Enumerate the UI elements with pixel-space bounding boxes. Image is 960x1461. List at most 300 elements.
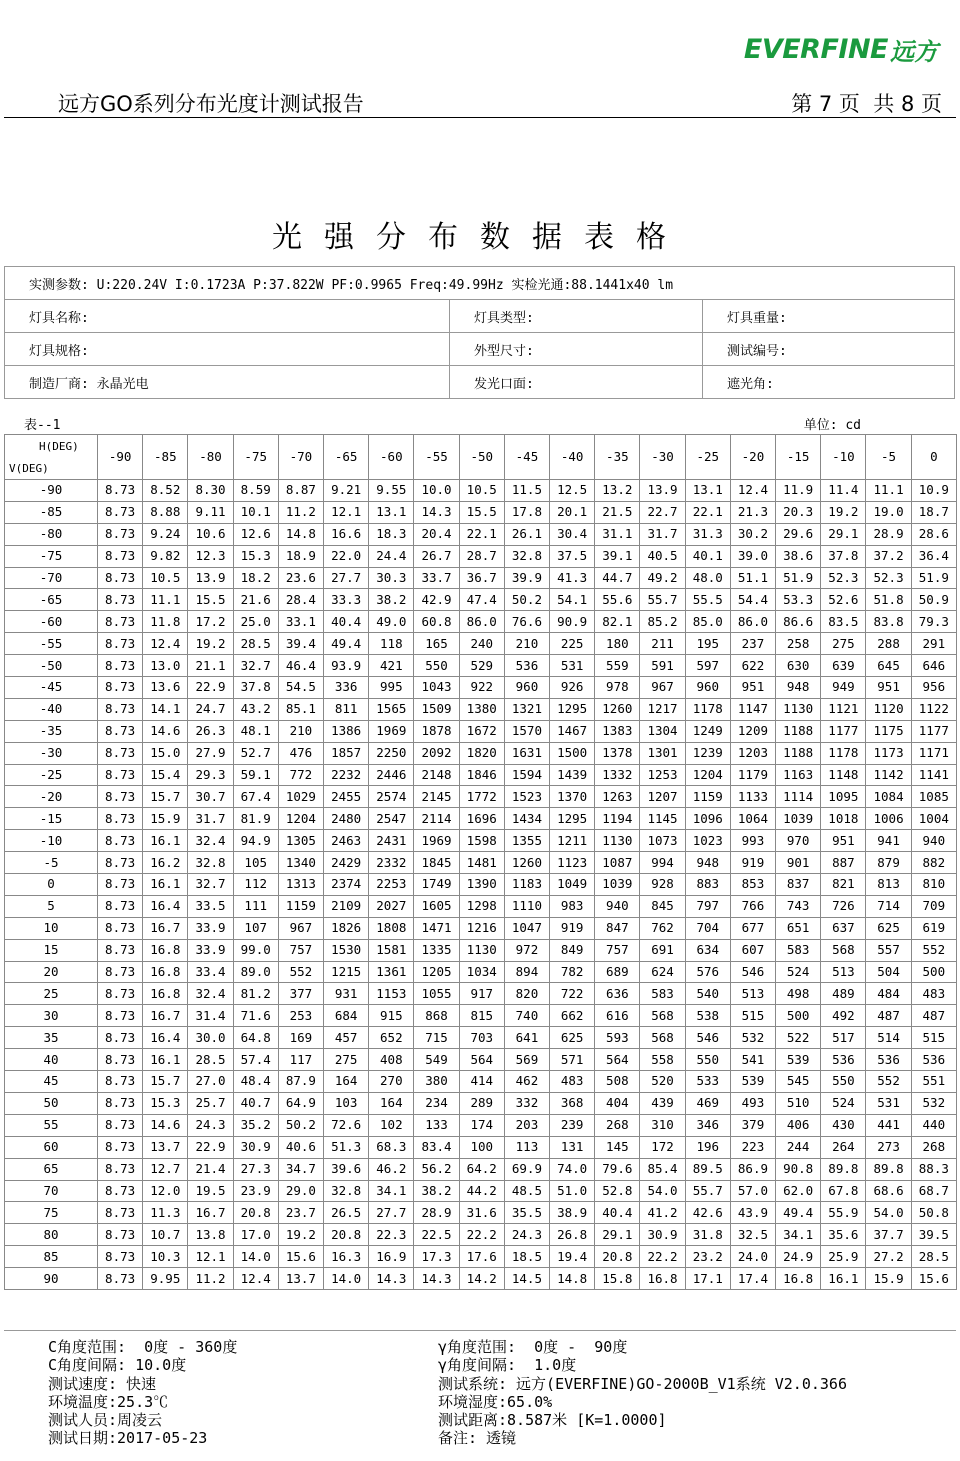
table-cell: 25.9 (821, 1246, 866, 1268)
page-indicator: 第 7 页 共 8 页 (791, 92, 942, 116)
table-cell: 625 (550, 1027, 595, 1049)
table-cell: 2145 (414, 786, 459, 808)
table-cell: 12.0 (143, 1180, 188, 1202)
table-cell: 268 (595, 1114, 640, 1136)
table-cell: 81.9 (233, 808, 278, 830)
row-header: 10 (5, 917, 98, 939)
table-cell: 1049 (550, 874, 595, 896)
table-cell: 56.2 (414, 1158, 459, 1180)
table-cell: 48.1 (233, 720, 278, 742)
table-cell: 558 (640, 1049, 685, 1071)
table-cell: 1179 (730, 764, 775, 786)
table-cell: 32.8 (324, 1180, 369, 1202)
table-cell: 8.73 (98, 1136, 143, 1158)
emitting-face: 发光口面: (450, 366, 703, 399)
table-cell: 23.6 (278, 567, 323, 589)
table-cell: 476 (278, 742, 323, 764)
table-cell: 8.73 (98, 808, 143, 830)
table-cell: 513 (730, 983, 775, 1005)
table-cell: 51.1 (730, 567, 775, 589)
table-cell: 18.9 (278, 545, 323, 567)
table-cell: 439 (640, 1092, 685, 1114)
table-cell: 379 (730, 1114, 775, 1136)
table-cell: 743 (776, 895, 821, 917)
table-cell: 8.73 (98, 742, 143, 764)
table-cell: 1390 (459, 874, 504, 896)
table-cell: 583 (640, 983, 685, 1005)
table-cell: 31.7 (640, 523, 685, 545)
table-cell: 37.7 (866, 1224, 911, 1246)
column-header: -45 (504, 435, 549, 480)
table-cell: 703 (459, 1027, 504, 1049)
table-cell: 39.0 (730, 545, 775, 567)
table-cell: 18.3 (369, 523, 414, 545)
row-header: 75 (5, 1202, 98, 1224)
table-cell: 50.2 (504, 589, 549, 611)
table-row (5, 1180, 957, 1202)
table-cell: 782 (550, 961, 595, 983)
table-cell: 762 (640, 917, 685, 939)
table-cell: 546 (685, 1027, 730, 1049)
table-cell: 54.1 (550, 589, 595, 611)
table-cell: 20.1 (550, 501, 595, 523)
table-cell: 12.7 (143, 1158, 188, 1180)
table-cell: 14.0 (324, 1268, 369, 1290)
corner-cell (5, 435, 98, 480)
column-header: -20 (730, 435, 775, 480)
table-cell: 2374 (324, 874, 369, 896)
table-cell: 1304 (640, 720, 685, 742)
table-cell: 550 (685, 1049, 730, 1071)
table-cell: 42.6 (685, 1202, 730, 1224)
table-cell: 557 (866, 939, 911, 961)
table-cell: 469 (685, 1092, 730, 1114)
table-cell: 677 (730, 917, 775, 939)
table-cell: 630 (776, 655, 821, 677)
table-cell: 8.73 (98, 1092, 143, 1114)
table-cell: 1260 (504, 852, 549, 874)
info-table (4, 266, 955, 399)
everfine-logo (744, 32, 938, 67)
table-cell: 196 (685, 1136, 730, 1158)
table-cell: 901 (776, 852, 821, 874)
table-cell: 55.5 (685, 589, 730, 611)
table-cell: 48.4 (233, 1071, 278, 1093)
table-cell: 40.6 (278, 1136, 323, 1158)
table-cell: 16.8 (640, 1268, 685, 1290)
table-cell: 195 (685, 633, 730, 655)
table-cell: 89.8 (866, 1158, 911, 1180)
table-cell: 33.3 (324, 589, 369, 611)
table-cell: 1188 (776, 742, 821, 764)
table-cell: 37.8 (233, 677, 278, 699)
table-cell: 1047 (504, 917, 549, 939)
row-header: 5 (5, 895, 98, 917)
table-cell: 332 (504, 1092, 549, 1114)
table-cell: 1298 (459, 895, 504, 917)
lamp-weight: 灯具重量: (703, 300, 955, 333)
table-cell: 1130 (595, 830, 640, 852)
table-cell: 457 (324, 1027, 369, 1049)
table-cell: 275 (821, 633, 866, 655)
table-cell: 12.1 (324, 501, 369, 523)
table-cell: 757 (278, 939, 323, 961)
table-cell: 85.0 (685, 611, 730, 633)
document-title: 光强分布数据表格 (272, 220, 688, 255)
table-cell: 22.7 (640, 501, 685, 523)
table-cell: 24.9 (776, 1246, 821, 1268)
table-cell: 1039 (595, 874, 640, 896)
table-cell: 29.1 (821, 523, 866, 545)
table-cell: 288 (866, 633, 911, 655)
table-cell: 34.7 (278, 1158, 323, 1180)
table-cell: 919 (730, 852, 775, 874)
table-cell: 210 (278, 720, 323, 742)
table-cell: 49.4 (324, 633, 369, 655)
test-number: 测试编号: (703, 333, 955, 366)
row-header: -5 (5, 852, 98, 874)
table-cell: 94.9 (233, 830, 278, 852)
table-cell: 684 (324, 1005, 369, 1027)
table-cell: 956 (911, 677, 956, 699)
table-cell: 31.7 (188, 808, 233, 830)
table-cell: 239 (550, 1114, 595, 1136)
table-cell: 1826 (324, 917, 369, 939)
table-cell: 1171 (911, 742, 956, 764)
table-cell: 1295 (550, 698, 595, 720)
table-cell: 52.6 (821, 589, 866, 611)
table-cell: 1018 (821, 808, 866, 830)
table-cell: 8.73 (98, 895, 143, 917)
table-cell: 164 (369, 1092, 414, 1114)
footer-line: 测试系统: 远方(EVERFINE)GO-2000B_V1系统 V2.0.366 (438, 1374, 847, 1393)
row-header: -80 (5, 523, 98, 545)
table-cell: 552 (911, 939, 956, 961)
row-header: 30 (5, 1005, 98, 1027)
table-cell: 29.0 (278, 1180, 323, 1202)
table-cell: 1749 (414, 874, 459, 896)
table-cell: 9.11 (188, 501, 233, 523)
table-cell: 39.1 (595, 545, 640, 567)
table-cell: 165 (414, 633, 459, 655)
table-cell: 811 (324, 698, 369, 720)
table-cell: 8.73 (98, 1027, 143, 1049)
table-cell: 948 (685, 852, 730, 874)
table-cell: 83.5 (821, 611, 866, 633)
table-row (5, 1114, 957, 1136)
table-cell: 967 (640, 677, 685, 699)
table-row (5, 698, 957, 720)
table-cell: 8.73 (98, 1202, 143, 1224)
table-cell: 15.6 (278, 1246, 323, 1268)
table-cell: 26.8 (550, 1224, 595, 1246)
intensity-table (4, 434, 957, 1290)
table-cell: 30.2 (730, 523, 775, 545)
table-row (5, 742, 957, 764)
table-cell: 11.4 (821, 480, 866, 502)
table-cell: 55.6 (595, 589, 640, 611)
table-cell: 18.5 (504, 1246, 549, 1268)
table-cell: 89.5 (685, 1158, 730, 1180)
table-cell: 112 (233, 874, 278, 896)
table-cell: 24.3 (504, 1224, 549, 1246)
row-header: 60 (5, 1136, 98, 1158)
table-cell: 704 (685, 917, 730, 939)
table-cell: 17.3 (414, 1246, 459, 1268)
table-cell: 32.7 (188, 874, 233, 896)
table-cell: 951 (730, 677, 775, 699)
row-header: -30 (5, 742, 98, 764)
row-header: 15 (5, 939, 98, 961)
table-cell: 24.4 (369, 545, 414, 567)
table-cell: 16.8 (143, 939, 188, 961)
table-cell: 26.7 (414, 545, 459, 567)
table-cell: 20.8 (233, 1202, 278, 1224)
table-cell: 837 (776, 874, 821, 896)
table-cell: 89.0 (233, 961, 278, 983)
table-row (5, 523, 957, 545)
table-cell: 113 (504, 1136, 549, 1158)
table-cell: 14.2 (459, 1268, 504, 1290)
table-cell: 10.9 (911, 480, 956, 502)
table-cell: 552 (278, 961, 323, 983)
table-cell: 441 (866, 1114, 911, 1136)
table-cell: 1361 (369, 961, 414, 983)
table-cell: 368 (550, 1092, 595, 1114)
table-cell: 564 (595, 1049, 640, 1071)
row-header: 55 (5, 1114, 98, 1136)
table-cell: 845 (640, 895, 685, 917)
table-cell: 16.8 (776, 1268, 821, 1290)
table-cell: 1467 (550, 720, 595, 742)
table-cell: 16.7 (143, 1005, 188, 1027)
table-cell: 86.9 (730, 1158, 775, 1180)
table-cell: 17.0 (233, 1224, 278, 1246)
table-cell: 2431 (369, 830, 414, 852)
table-cell: 8.73 (98, 1158, 143, 1180)
table-cell: 32.8 (188, 852, 233, 874)
table-cell: 8.73 (98, 545, 143, 567)
table-cell: 67.8 (821, 1180, 866, 1202)
table-cell: 772 (278, 764, 323, 786)
table-cell: 67.4 (233, 786, 278, 808)
table-row (5, 874, 957, 896)
row-header: -90 (5, 480, 98, 502)
table-cell: 8.87 (278, 480, 323, 502)
table-cell: 1153 (369, 983, 414, 1005)
table-cell: 19.2 (188, 633, 233, 655)
table-cell: 17.1 (685, 1268, 730, 1290)
table-cell: 30.3 (369, 567, 414, 589)
table-cell: 568 (640, 1005, 685, 1027)
table-row (5, 1246, 957, 1268)
table-cell: 11.8 (143, 611, 188, 633)
manufacturer: 制造厂商: 永晶光电 (5, 366, 450, 399)
column-header: -75 (233, 435, 278, 480)
table-cell: 995 (369, 677, 414, 699)
table-cell: 11.1 (143, 589, 188, 611)
table-cell: 926 (550, 677, 595, 699)
table-cell: 24.7 (188, 698, 233, 720)
table-cell: 1205 (414, 961, 459, 983)
table-cell: 1087 (595, 852, 640, 874)
table-cell: 1471 (414, 917, 459, 939)
table-cell: 634 (685, 939, 730, 961)
table-cell: 1004 (911, 808, 956, 830)
table-cell: 40.4 (324, 611, 369, 633)
table-cell: 14.1 (143, 698, 188, 720)
table-row (5, 501, 957, 523)
table-cell: 515 (730, 1005, 775, 1027)
table-cell: 210 (504, 633, 549, 655)
column-header: -35 (595, 435, 640, 480)
table-row (5, 1005, 957, 1027)
table-cell: 336 (324, 677, 369, 699)
table-cell: 42.9 (414, 589, 459, 611)
table-cell: 55.9 (821, 1202, 866, 1224)
row-header: -55 (5, 633, 98, 655)
table-cell: 47.4 (459, 589, 504, 611)
row-header: -20 (5, 786, 98, 808)
table-cell: 1204 (278, 808, 323, 830)
table-cell: 994 (640, 852, 685, 874)
table-cell: 31.4 (188, 1005, 233, 1027)
table-cell: 2480 (324, 808, 369, 830)
table-cell: 894 (504, 961, 549, 983)
table-cell: 57.0 (730, 1180, 775, 1202)
table-cell: 99.0 (233, 939, 278, 961)
table-row (5, 720, 957, 742)
table-cell: 39.6 (324, 1158, 369, 1180)
column-header: -55 (414, 435, 459, 480)
table-cell: 1332 (595, 764, 640, 786)
table-cell: 30.4 (550, 523, 595, 545)
footer-line: 环境湿度:65.0% (438, 1392, 553, 1411)
table-cell: 440 (911, 1114, 956, 1136)
table-cell: 583 (776, 939, 821, 961)
table-row (5, 808, 957, 830)
column-header: -50 (459, 435, 504, 480)
table-cell: 868 (414, 1005, 459, 1027)
table-cell: 22.5 (414, 1224, 459, 1246)
table-cell: 15.6 (911, 1268, 956, 1290)
table-cell: 22.9 (188, 1136, 233, 1158)
table-cell: 9.21 (324, 480, 369, 502)
logo-brand: EVERFINE (743, 34, 888, 65)
row-header: -70 (5, 567, 98, 589)
table-cell: 949 (821, 677, 866, 699)
table-cell: 8.73 (98, 961, 143, 983)
table-cell: 93.9 (324, 655, 369, 677)
table-cell: 19.0 (866, 501, 911, 523)
table-cell: 662 (550, 1005, 595, 1027)
table-cell: 28.7 (459, 545, 504, 567)
table-cell: 1439 (550, 764, 595, 786)
column-header: -70 (278, 435, 323, 480)
table-cell: 20.4 (414, 523, 459, 545)
table-cell: 646 (911, 655, 956, 677)
table-cell: 268 (911, 1136, 956, 1158)
table-cell: 625 (866, 917, 911, 939)
table-cell: 9.55 (369, 480, 414, 502)
table-cell: 16.7 (188, 1202, 233, 1224)
table-cell: 32.5 (730, 1224, 775, 1246)
table-cell: 43.2 (233, 698, 278, 720)
table-cell: 1177 (911, 720, 956, 742)
table-cell: 552 (866, 1071, 911, 1093)
table-cell: 25.0 (233, 611, 278, 633)
table-cell: 40.7 (233, 1092, 278, 1114)
table-cell: 15.3 (233, 545, 278, 567)
table-cell: 31.8 (685, 1224, 730, 1246)
table-cell: 17.8 (504, 501, 549, 523)
table-cell: 879 (866, 852, 911, 874)
table-cell: 44.7 (595, 567, 640, 589)
table-cell: 1163 (776, 764, 821, 786)
table-cell: 487 (866, 1005, 911, 1027)
table-cell: 29.3 (188, 764, 233, 786)
table-cell: 12.3 (188, 545, 233, 567)
table-cell: 569 (504, 1049, 549, 1071)
table-cell: 715 (414, 1027, 459, 1049)
table-cell: 484 (866, 983, 911, 1005)
table-cell: 27.3 (233, 1158, 278, 1180)
table-cell: 19.2 (278, 1224, 323, 1246)
table-cell: 15.5 (459, 501, 504, 523)
footer-line: γ角度间隔: 1.0度 (438, 1356, 577, 1375)
table-cell: 40.5 (640, 545, 685, 567)
table-cell: 33.9 (188, 939, 233, 961)
table-cell: 951 (821, 830, 866, 852)
table-cell: 35.6 (821, 1224, 866, 1246)
table-cell: 10.7 (143, 1224, 188, 1246)
row-header: 65 (5, 1158, 98, 1180)
table-cell: 757 (595, 939, 640, 961)
table-cell: 1084 (866, 786, 911, 808)
table-cell: 421 (369, 655, 414, 677)
table-cell: 539 (730, 1071, 775, 1093)
footer-line: 测试人员:周凌云 (48, 1411, 163, 1430)
table-cell: 740 (504, 1005, 549, 1027)
table-cell: 16.2 (143, 852, 188, 874)
table-cell: 28.9 (866, 523, 911, 545)
table-cell: 22.1 (459, 523, 504, 545)
table-cell: 16.6 (324, 523, 369, 545)
table-cell: 883 (685, 874, 730, 896)
column-header: 0 (911, 435, 956, 480)
table-cell: 978 (595, 677, 640, 699)
table-row (5, 830, 957, 852)
row-header: -25 (5, 764, 98, 786)
table-cell: 55.7 (640, 589, 685, 611)
table-cell: 641 (504, 1027, 549, 1049)
table-cell: 11.2 (188, 1268, 233, 1290)
table-cell: 1209 (730, 720, 775, 742)
table-cell: 22.3 (369, 1224, 414, 1246)
table-cell: 1121 (821, 698, 866, 720)
table-cell: 1845 (414, 852, 459, 874)
header-divider (4, 117, 956, 118)
table-cell: 10.1 (233, 501, 278, 523)
row-header: 70 (5, 1180, 98, 1202)
table-cell: 619 (911, 917, 956, 939)
row-header: 80 (5, 1224, 98, 1246)
table-cell: 1820 (459, 742, 504, 764)
logo-cn: 远方 (890, 38, 938, 66)
table-cell: 500 (911, 961, 956, 983)
table-cell: 1122 (911, 698, 956, 720)
table-cell: 1120 (866, 698, 911, 720)
